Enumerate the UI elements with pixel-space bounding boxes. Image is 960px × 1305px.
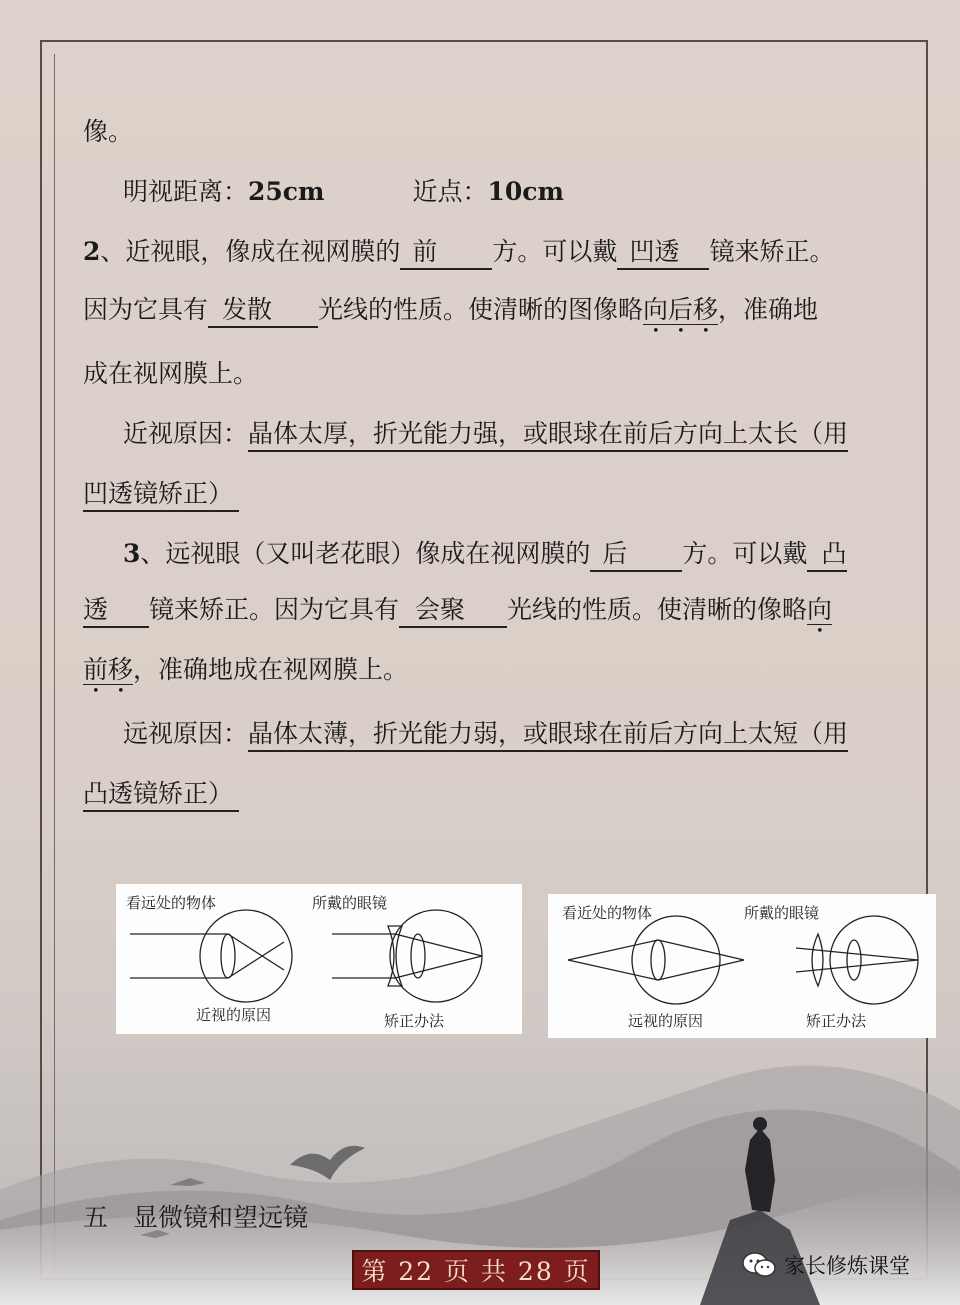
text-line-1: 像。 bbox=[83, 117, 134, 146]
text-q2-line1: 2、近视眼，像成在视网膜的 前 方。可以戴 凹透 镜来矫正。 bbox=[83, 236, 834, 270]
text-myopia-reason-2: 凹透镜矫正） bbox=[83, 478, 239, 512]
text-q3-line2: 透 镜来矫正。因为它具有 会聚 光线的性质。使清晰的像略向 bbox=[83, 594, 832, 639]
text-q2-line3: 成在视网膜上。 bbox=[83, 359, 259, 388]
answer-blank: 前 bbox=[400, 236, 492, 270]
answer-blank: 凸 bbox=[807, 538, 847, 572]
text-myopia-reason-1: 近视原因：晶体太厚，折光能力强，或眼球在前后方向上太长（用 bbox=[123, 418, 848, 452]
answer-blank: 凹透 bbox=[617, 236, 709, 270]
wechat-icon bbox=[742, 1251, 776, 1279]
caption-object-far: 看远处的物体 bbox=[126, 894, 217, 912]
emphasis-text: 向后移 bbox=[643, 295, 719, 324]
emphasis-text: 前移 bbox=[83, 655, 134, 684]
brand-name: 家长修炼课堂 bbox=[784, 1254, 910, 1278]
caption-object-near: 看近处的物体 bbox=[562, 904, 653, 922]
caption-myopia-cause: 近视的原因 bbox=[196, 1006, 272, 1024]
hyperopia-diagram bbox=[548, 894, 936, 1038]
answer-blank: 发散 bbox=[208, 294, 318, 328]
text-line-distance: 明视距离：25cm 近点：10cm bbox=[123, 177, 564, 206]
caption-fix: 矫正办法 bbox=[806, 1012, 867, 1030]
myopia-diagram bbox=[116, 884, 522, 1034]
answer-blank: 后 bbox=[590, 538, 682, 572]
brand-watermark bbox=[742, 1245, 910, 1285]
section-title: 五 显微镜和望远镜 bbox=[83, 1203, 309, 1232]
text-q3-line3: 前移，准确地成在视网膜上。 bbox=[83, 655, 409, 684]
caption-fix: 矫正办法 bbox=[384, 1012, 445, 1030]
page-indicator: 第 22 页 共 28 页 bbox=[352, 1250, 600, 1290]
caption-glasses: 所戴的眼镜 bbox=[744, 904, 820, 922]
caption-hyperopia-cause: 远视的原因 bbox=[628, 1012, 704, 1030]
text-hyperopia-reason-2: 凸透镜矫正） bbox=[83, 778, 239, 812]
answer-blank: 透 bbox=[83, 594, 149, 628]
text-q3-line1: 3、远视眼（又叫老花眼）像成在视网膜的 后 方。可以戴 凸 bbox=[123, 538, 847, 572]
text-q2-line2: 因为它具有 发散 光线的性质。使清晰的图像略向后移，准确地 bbox=[83, 294, 818, 339]
emphasis-text: 向 bbox=[807, 595, 833, 624]
caption-glasses: 所戴的眼镜 bbox=[312, 894, 388, 912]
text-hyperopia-reason-1: 远视原因：晶体太薄，折光能力弱，或眼球在前后方向上太短（用 bbox=[123, 718, 848, 752]
answer-blank: 会聚 bbox=[399, 594, 507, 628]
